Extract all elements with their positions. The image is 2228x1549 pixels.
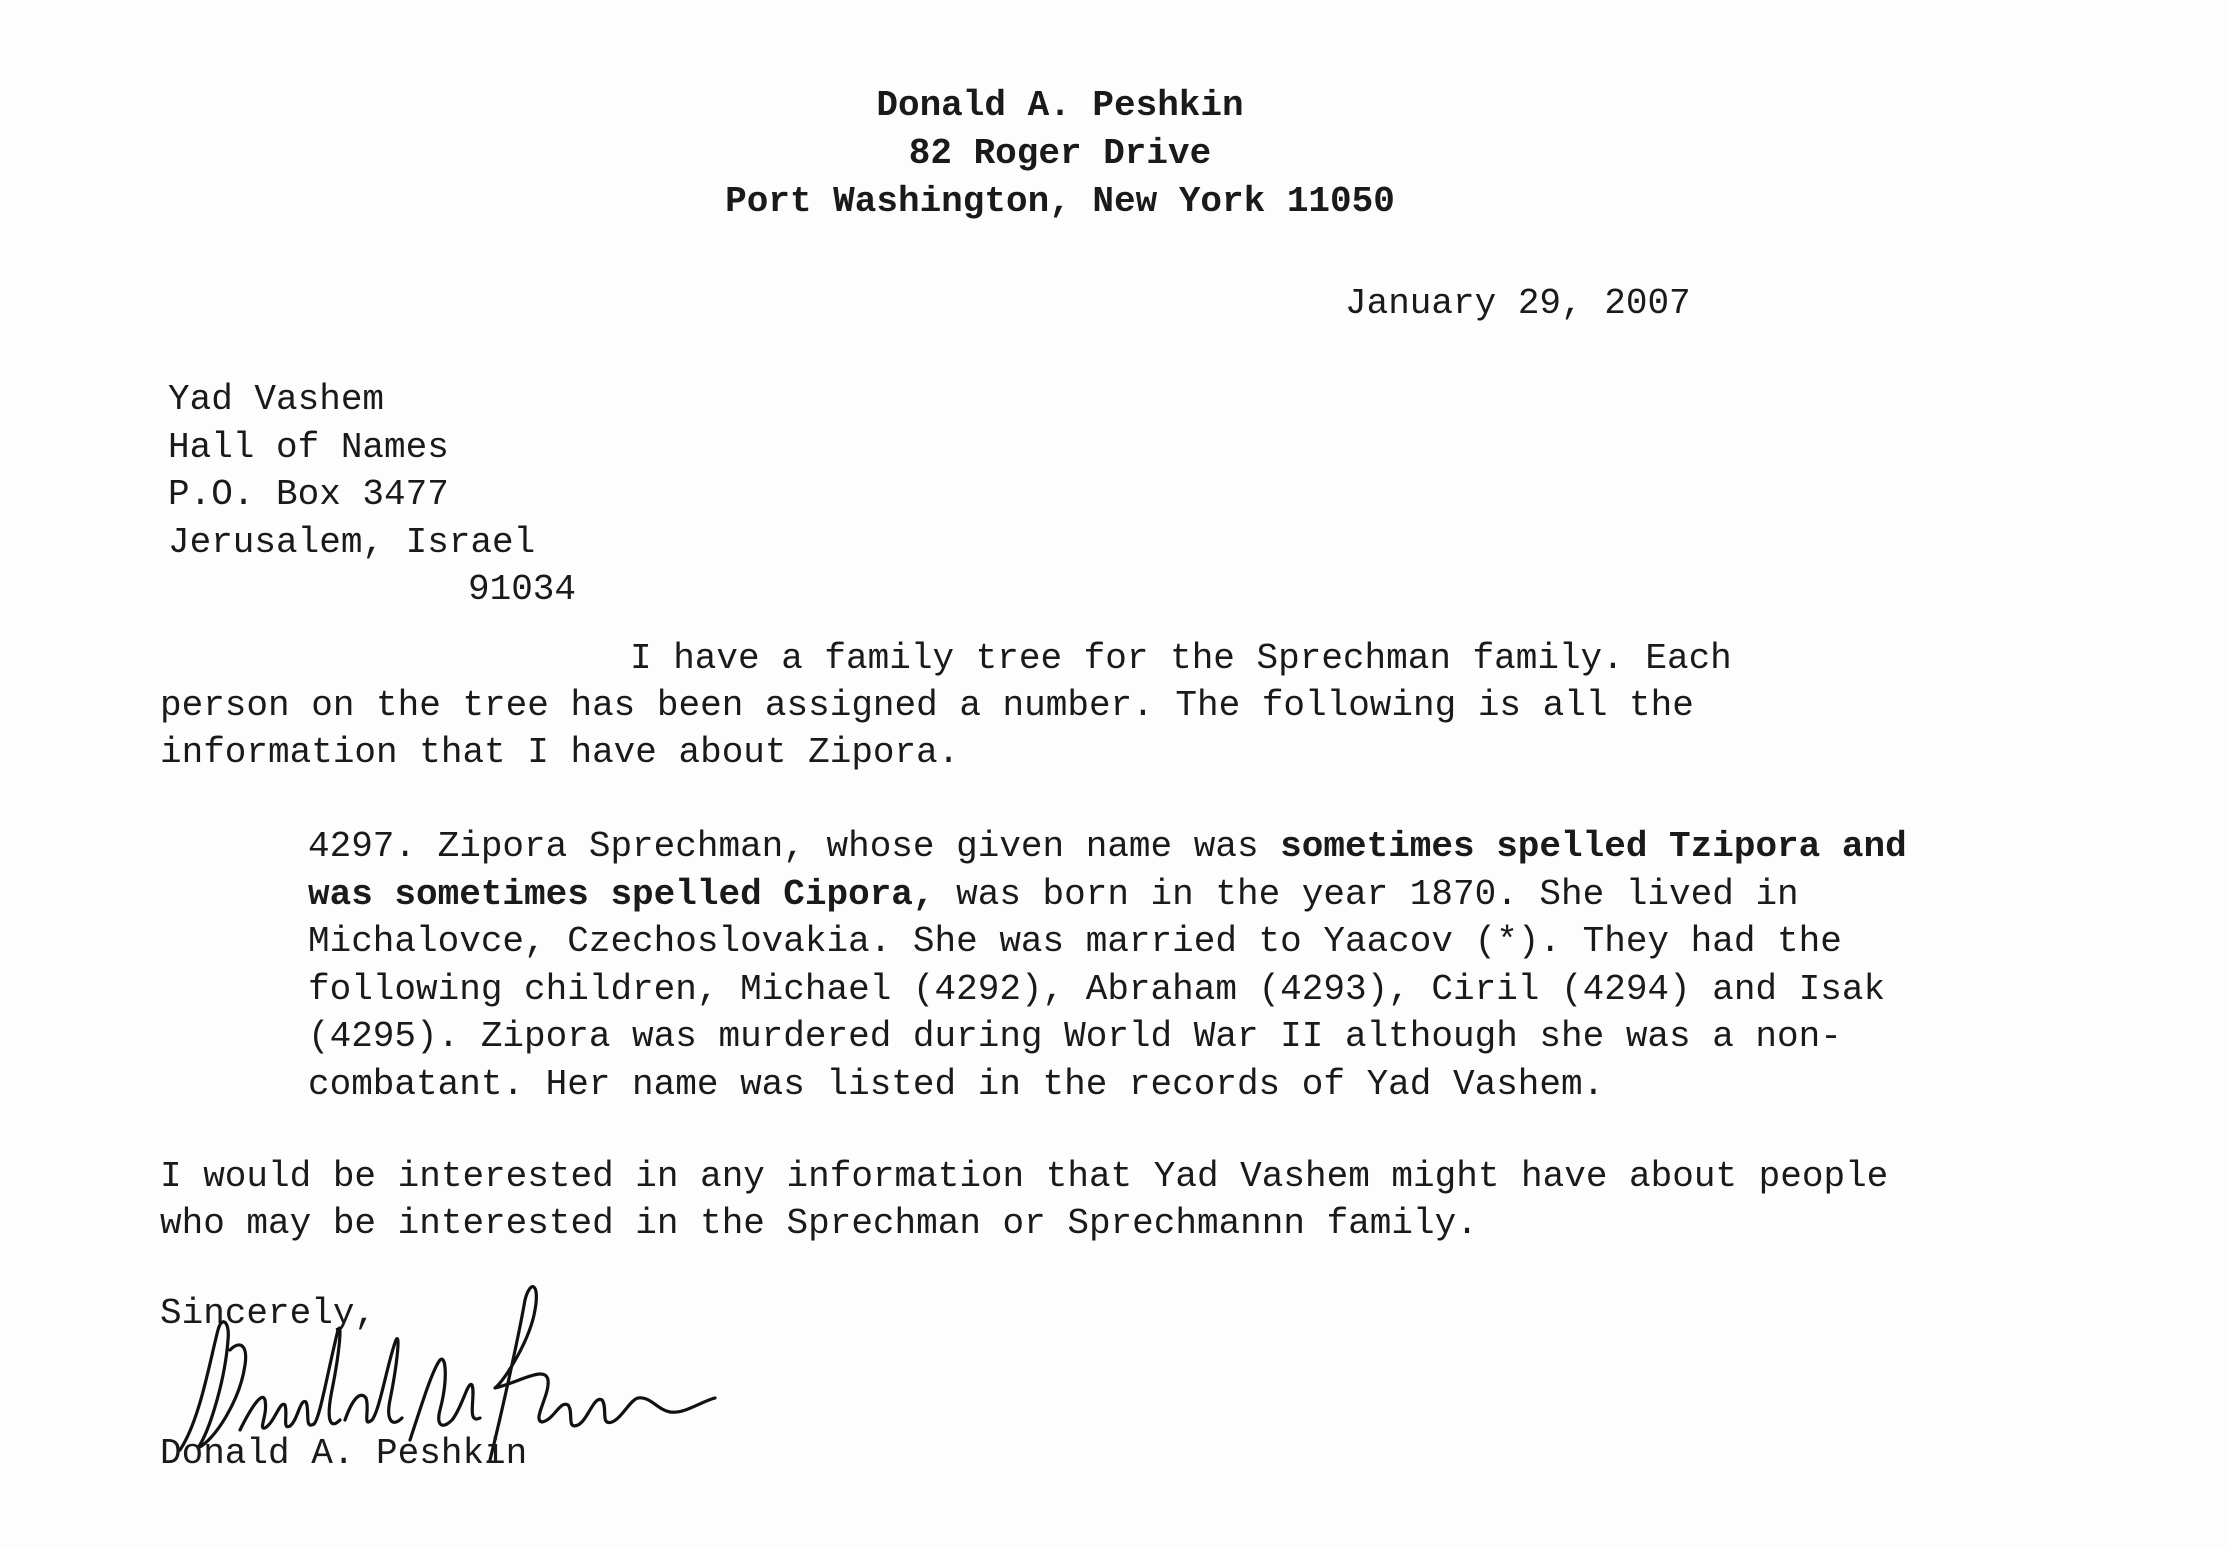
sender-city: Port Washington, New York 11050 [725, 181, 1395, 222]
entry-line [308, 871, 2158, 919]
intro-paragraph [160, 635, 2100, 776]
recipient-line: P.O. Box 3477 [168, 474, 449, 515]
recipient-postal-code: 91034 [468, 569, 577, 610]
entry-bold-text: sometimes spelled Tzipora and [1280, 826, 1907, 867]
paragraph-line: I would be interested in any information that Yad Vashem might have about people [160, 1156, 1889, 1197]
entry-text: 4297. Zipora Sprechman, whose given name was [308, 826, 1281, 867]
entry-bold-text: was sometimes spelled Cipora, [308, 873, 935, 915]
sender-name: Donald A. Peshkin [876, 85, 1244, 126]
recipient-line: Jerusalem, Israel [168, 521, 536, 563]
signoff: Sincerely, [160, 1293, 377, 1334]
letterhead [0, 82, 2120, 226]
letter-date: January 29, 2007 [1345, 283, 1691, 324]
paragraph-line: information that I have about Zipora. [160, 732, 960, 773]
paragraph-line: who may be interested in the Sprechman or Sprechmannn family. [160, 1203, 1478, 1244]
signed-name: Donald A. Peshkin [160, 1433, 528, 1474]
entry-line: (4295). Zipora was murdered during World War II although she was a non- [308, 1016, 1842, 1057]
recipient-line: Yad Vashem [168, 379, 385, 420]
family-tree-entry [308, 823, 2158, 1108]
paragraph-line: person on the tree has been assigned a number. The following is all the [160, 685, 1694, 726]
sender-street: 82 Roger Drive [908, 133, 1212, 174]
paragraph-line: I have a family tree for the Sprechman family. Each [630, 638, 1732, 679]
recipient-line: Hall of Names [168, 426, 449, 468]
recipient-address [168, 376, 576, 614]
entry-line: Michalovce, Czechoslovakia. She was married to Yaacov (*). They had the [308, 921, 1842, 962]
entry-text: was born in the year 1870. She lived in [934, 873, 1799, 915]
entry-line: combatant. Her name was listed in the records of Yad Vashem. [308, 1063, 1605, 1105]
entry-line: following children, Michael (4292), Abraham (4293), Ciril (4294) and Isak [308, 968, 1886, 1010]
entry-line [308, 823, 2158, 871]
closing-paragraph [160, 1153, 2160, 1247]
